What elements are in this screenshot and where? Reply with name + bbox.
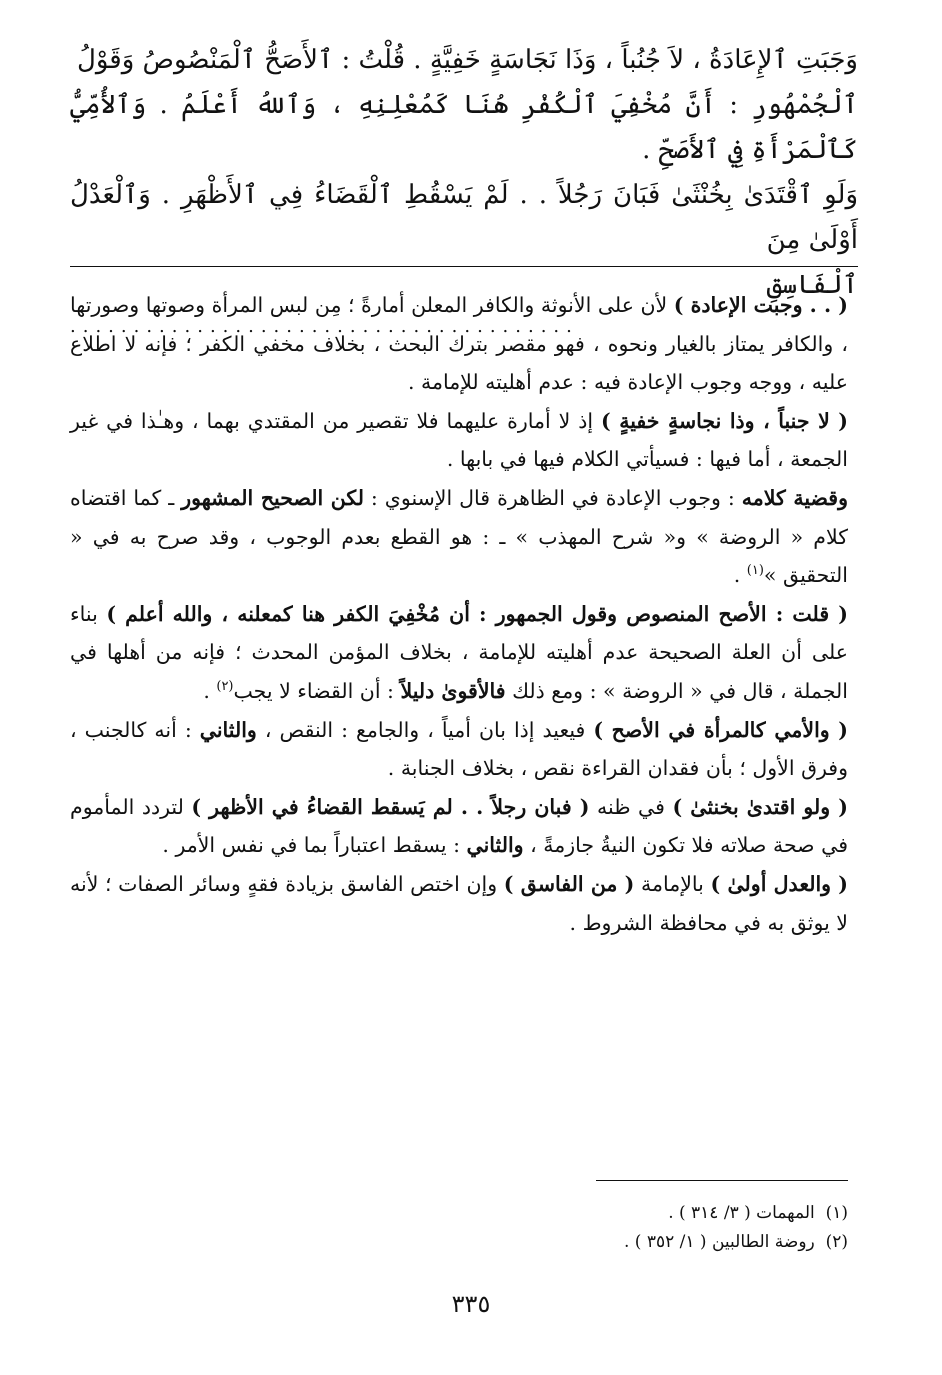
commentary-body: : أن القضاء لا يجب	[233, 678, 401, 703]
commentary-body: : وجوب الإعادة في الظاهرة قال الإسنوي :	[363, 485, 742, 510]
footnote-ref: (٢)	[216, 679, 234, 695]
commentary-body: لأن على الأنوثة والكافر المعلن أمارةً ؛ مِن لبس المرأة وصوتها وصورتها ، والكافر يمتاز بالغيار ونحوه ، فهو مقصر بترك البحث ، بخلاف مخفي الكفر ؛ فإنه لا اطلاع عليه ، ووجه وجوب الإعادة فيه : عدم أهليته للإمامة .	[70, 293, 848, 395]
commentary-body: .	[733, 563, 747, 588]
dotted-leader: ........................................	[70, 316, 579, 337]
footnote-separator-rule	[596, 1180, 848, 1181]
commentary-quote: ( من الفاسق )	[503, 871, 635, 896]
commentary-body: : أنه كالجنب ، وفرق الأول ؛ بأن فقدان القراءة نقص ، بخلاف الجنابة .	[70, 717, 848, 781]
commentary-paragraph	[70, 595, 848, 711]
commentary-paragraph	[70, 788, 848, 865]
commentary-quote: ( والعدل أولىٰ )	[710, 871, 849, 896]
commentary-quote: والثاني	[466, 833, 524, 858]
commentary-quote: ( فبان رجلاً . . لم يَسقط القضاءُ في الأظهر )	[191, 794, 590, 819]
matn-line: ٱلْجُمْهُورِ : أَنَّ مُخْفِيَ ٱلْكُفْرِ هُنَا كَمُعْلِنِهِ ، وَٱللهُ أَعْلَمُ . وَٱلأُمِّيُّ كَٱلْمَرْأَةِ فِي ٱلأَصَحِّ .	[70, 90, 858, 165]
commentary-body: في ظنه	[589, 794, 673, 819]
matn-line: وَجَبَتِ ٱلإِعَادَةُ ، لاَ جُنُباً ، وَذَا نَجَاسَةٍ خَفِيَّةٍ . قُلْتُ : ٱلأَصَحُّ ٱلْمَنْصُوصُ وَقَوْلُ	[76, 45, 858, 75]
footnote	[70, 1199, 848, 1228]
commentary-body: ـ كما اقتضاه كلام « الروضة » و« شرح المهذب » ـ : هو القطع بعدم الوجوب ، وقد صرح به في « التحقيق »	[70, 485, 848, 588]
commentary-quote: والثاني	[199, 717, 257, 742]
footnote-text: المهمات ( ٣/ ٣١٤ ) .	[668, 1203, 815, 1223]
commentary-body: : يسقط اعتباراً بما في نفس الأمر .	[162, 833, 467, 858]
commentary-quote: ( لا جنباً ، وذا نجاسةٍ خفيةٍ )	[600, 408, 848, 433]
commentary-quote: فالأقوىٰ دليلاً	[400, 678, 506, 703]
commentary-body: فيعيد إذا بان أمياً ، والجامع : النقص ،	[256, 717, 594, 742]
commentary-paragraph	[70, 711, 848, 788]
commentary-paragraph	[70, 479, 848, 595]
commentary-body: .	[203, 678, 217, 703]
commentary-quote: ( ولو اقتدىٰ بخنثىٰ )	[672, 794, 848, 819]
commentary-quote: وقضية كلامه	[741, 485, 848, 510]
commentary-paragraph	[70, 865, 848, 942]
commentary-quote: ( . . وجبت الإعادة )	[673, 293, 848, 317]
commentary-quote: ( قلت : الأصح المنصوص وقول الجمهور : أن مُخْفِيَ الكفر هنا كمعلنه ، والله أعلم )	[106, 601, 848, 626]
commentary-text	[70, 286, 848, 942]
commentary-body: بناء على أن العلة الصحيحة عدم أهليته للإمامة ، بخلاف المؤمن المحدث ؛ فإنه من أهلها في الجملة ، قال في « الروضة » : ومع ذلك	[70, 601, 848, 703]
footnote-ref: (١)	[746, 563, 764, 579]
matn-line: وَلَوِ ٱقْتَدَىٰ بِخُنْثَىٰ فَبَانَ رَجُلاً . . لَمْ يَسْقُطِ ٱلْقَضَاءُ فِي ٱلأَظْهَرِ . وَٱلْعَدْلُ أَوْلَىٰ مِنَ	[70, 180, 858, 255]
footnote	[70, 1228, 848, 1257]
footnote-number: (٢)	[825, 1232, 848, 1252]
footnotes	[70, 1199, 848, 1257]
commentary-body: لتردد المأموم في صحة صلاته فلا تكون النيةُ جازمةً ،	[70, 794, 848, 858]
matn-separator-rule	[70, 266, 858, 267]
commentary-quote: لكن الصحيح المشهور	[181, 485, 364, 510]
commentary-paragraph	[70, 286, 848, 402]
commentary-body: وإن اختص الفاسق بزيادة فقهٍ وسائر الصفات ؛ لأنه لا يوثق به في محافظة الشروط .	[70, 871, 848, 935]
matn-line-end: ٱلْفَاسِقِ	[766, 270, 858, 300]
page-number: ٣٣٥	[451, 1290, 491, 1318]
commentary-body: بالإمامة	[634, 871, 711, 896]
commentary-paragraph	[70, 402, 848, 479]
footnote-number: (١)	[825, 1203, 848, 1223]
commentary-body: إذ لا أمارة عليهما فلا تقصير من المقتدي بهما ، وهـٰذا في غير الجمعة ، أما فيها : فسيأتي الكلام فيها في بابها .	[70, 408, 848, 472]
footnote-text: روضة الطالبين ( ١/ ٣٥٢ ) .	[624, 1232, 815, 1252]
commentary-quote: ( والأمي كالمرأة في الأصح )	[593, 717, 849, 742]
